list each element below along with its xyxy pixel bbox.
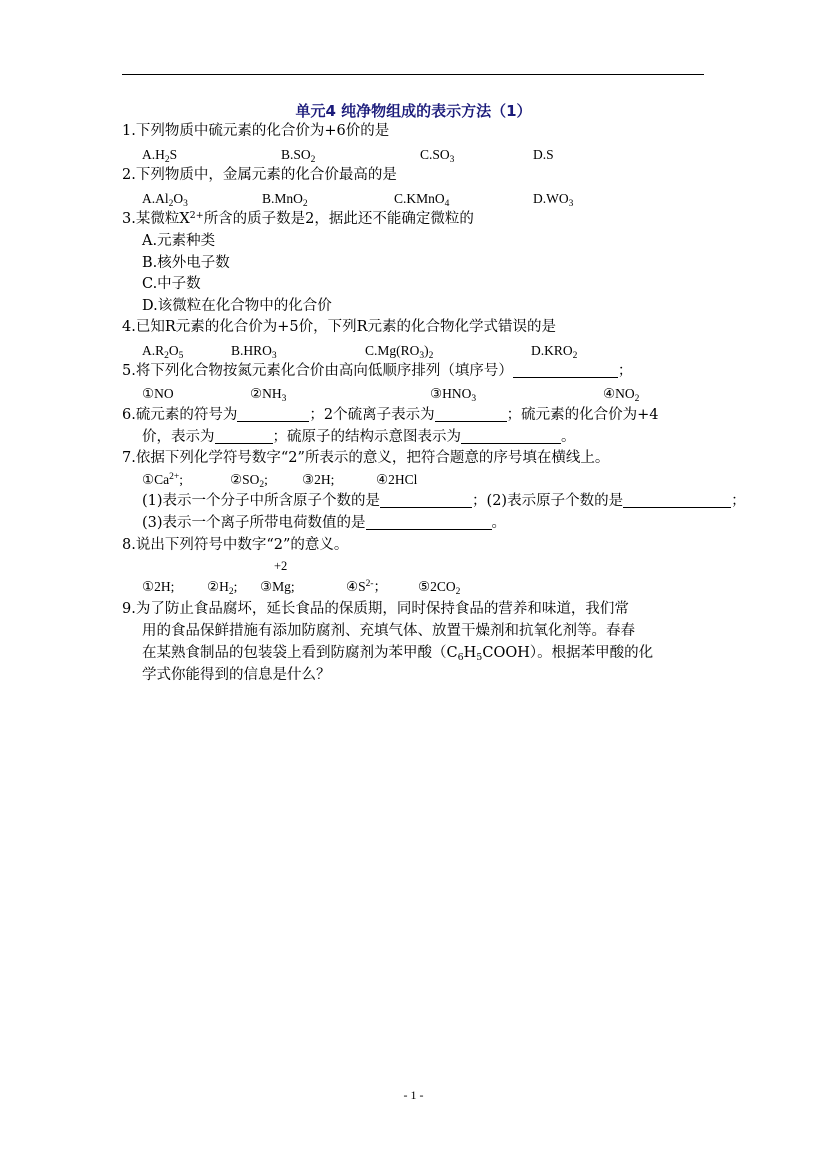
q7-blank-3[interactable] bbox=[366, 515, 492, 530]
page-title: 单元4 纯净物组成的表示方法（1） bbox=[295, 102, 532, 120]
q3-option-c: C.中子数 bbox=[142, 276, 201, 292]
q2-option-d: $D.WO_3$ bbox=[533, 191, 574, 209]
q2-option-c: C.KMnO$_4$ bbox=[394, 191, 450, 209]
q1-option-c: $C.SO_3$ bbox=[420, 147, 455, 165]
q5-answer-blank[interactable] bbox=[513, 363, 618, 378]
q6-blank-valence[interactable] bbox=[215, 429, 273, 444]
q8-item-2: $②H_2$; bbox=[207, 579, 238, 597]
q7-item-2: $②SO_2$; bbox=[230, 472, 268, 490]
question-5-stem: 5.将下列化合物按氮元素化合价由高向低顺序排列（填序号） ； bbox=[122, 363, 633, 379]
q5-item-1: ①NO bbox=[142, 386, 174, 401]
question-6-line-2: 价，表示为 ；硫原子的结构示意图表示为 。 bbox=[142, 429, 576, 445]
q8-item-1: ①2H; bbox=[142, 579, 175, 594]
q6-blank-diagram[interactable] bbox=[461, 429, 561, 444]
q3-option-d: D.该微粒在化合物中的化合价 bbox=[142, 298, 332, 314]
q4-option-c: $C.Mg(RO_3)_2$ bbox=[365, 343, 434, 361]
q4-option-b: $B.HRO_3$ bbox=[231, 343, 277, 361]
page-number: - 1 - bbox=[403, 1088, 424, 1102]
q3-option-a: A.元素种类 bbox=[142, 233, 216, 249]
question-9-line-2: 用的食品保鲜措施有添加防腐剂、充填气体、放置干燥剂和抗氧化剂等。春春 bbox=[142, 623, 635, 639]
q5-item-3: $③HNO_3$ bbox=[430, 386, 477, 404]
q6-blank-symbol[interactable] bbox=[237, 407, 309, 422]
q7-item-4: ④2HCl bbox=[376, 472, 418, 487]
q6-blank-ion[interactable] bbox=[435, 407, 507, 422]
question-9-line-4: 学式你能得到的信息是什么？ bbox=[142, 667, 331, 683]
question-4-stem: 4.已知R元素的化合价为+5价，下列R元素的化合物化学式错误的是 bbox=[122, 319, 557, 335]
question-8-stem: 8.说出下列符号中数字“2”的意义。 bbox=[122, 537, 349, 553]
question-7-stem: 7.依据下列化学符号数字“2”所表示的意义，把符合题意的序号填在横线上。 bbox=[122, 450, 610, 466]
q8-item-3: ③Mg; bbox=[260, 579, 295, 594]
q2-option-a: $A.Al_2O_3$ bbox=[142, 191, 188, 209]
q3-option-b: B.核外电子数 bbox=[142, 255, 230, 271]
question-9-line-1: 9.为了防止食品腐坏，延长食品的保质期，同时保持食品的营养和味道，我们常 bbox=[122, 601, 629, 617]
q7-sub-3: (3)表示一个离子所带电荷数值的是 。 bbox=[142, 515, 507, 531]
q1-option-d: D.S bbox=[533, 147, 554, 162]
q7-blank-1[interactable] bbox=[380, 493, 472, 508]
q5-item-4: $④NO_2$ bbox=[603, 386, 640, 404]
q8-item-5: $⑤2CO_2$ bbox=[418, 579, 461, 597]
header-rule bbox=[122, 74, 704, 75]
q1-option-b: $B.SO_2$ bbox=[281, 147, 316, 165]
q8-valence-mark: +2 bbox=[274, 559, 288, 573]
q4-option-d: $D.KRO_2$ bbox=[531, 343, 578, 361]
q7-item-1: $①Ca^{2+}$; bbox=[142, 472, 183, 487]
q7-item-3: ③2H; bbox=[302, 472, 335, 487]
question-9-line-3: 在某熟食制品的包装袋上看到防腐剂为苯甲酸$(C_6H_5COOH)$。根据苯甲酸的化 bbox=[142, 645, 654, 663]
q1-option-a: $A.H_2S$ bbox=[142, 147, 178, 165]
question-3-stem: 3.某微粒$X^{2+}$所含的质子数是2，据此还不能确定微粒的 bbox=[122, 210, 474, 227]
q7-blank-2[interactable] bbox=[623, 493, 731, 508]
question-2-stem: 2.下列物质中，金属元素的化合价最高的是 bbox=[122, 167, 397, 183]
q7-sub-1-2: (1)表示一个分子中所含原子个数的是 ；(2)表示原子个数的是 ； bbox=[142, 493, 746, 509]
q2-option-b: B.MnO$_2$ bbox=[262, 191, 308, 209]
q8-item-4: $④S^{2-}$； bbox=[346, 579, 388, 594]
q4-option-a: $A.R_2O_5$ bbox=[142, 343, 184, 361]
question-1-stem: 1.下列物质中硫元素的化合价为+6价的是 bbox=[122, 123, 390, 139]
question-6-line-1: 6.硫元素的符号为 ；2个硫离子表示为 ；硫元素的化合价为+4 bbox=[122, 407, 659, 423]
q5-item-2: $②NH_3$ bbox=[250, 386, 287, 404]
